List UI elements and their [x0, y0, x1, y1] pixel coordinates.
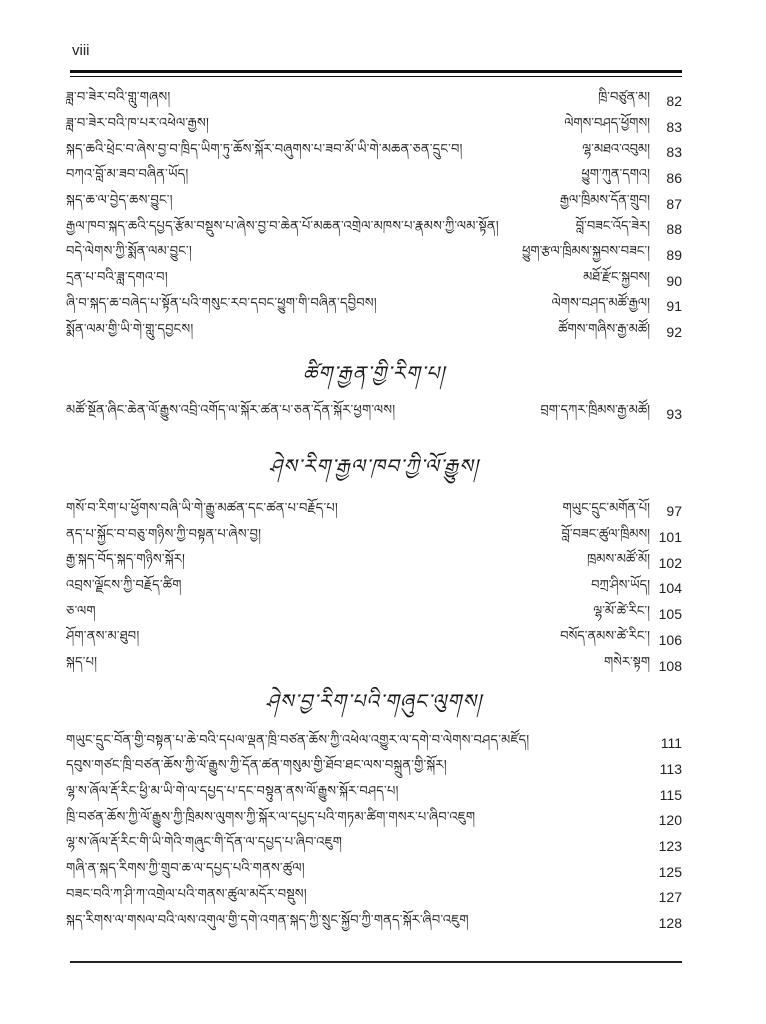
toc-entry[interactable] [66, 319, 682, 345]
entry-page: 105 [658, 606, 682, 623]
entry-page: 120 [658, 812, 682, 829]
entry-author: ལྷ་མཐའ་འབུམ། [582, 141, 650, 157]
entry-title: སྐད་རིགས་ལ་གསལ་བའི་ལས་འགུལ་གྱི་དགེ་འགན་སྐད་ཀྱི་སྲུང་སྐྱོབ་ཀྱི་གནད་སྐོར་ཞིབ་འཇུག [66, 912, 469, 928]
entry-author: བློ་བཟང་འོད་ཟེར། [575, 218, 650, 234]
entry-page: 127 [658, 889, 682, 906]
header-rule [70, 70, 682, 73]
entry-title: སྐད་ཆ་ལ་བྱེད་ཆས་བྱུང་། [66, 193, 173, 209]
entry-title: ཅ་ལག [66, 603, 96, 619]
entry-author: བཀྲ་ཤིས་ཡོད། [591, 577, 650, 593]
entry-title: ཤོག་ནས་མ་ཐུབ། [66, 629, 140, 645]
entry-title: རྒྱལ་ཁབ་སྐད་ཆའི་དཔྱད་རྩོམ་བསྡུས་པ་ཞེས་བྱ་བ་ཆེན་པོ་མཆན་འགྲེལ་མཁས་པ་རྣམས་ཀྱི་ལམ་སྟོན། [66, 218, 499, 234]
entry-title: ལྷ་ས་ཞོལ་རྡོ་རིང་ཕྱི་མ་ཡི་གེ་ལ་དཔྱད་པ་དང་བསྟུན་ནས་ལོ་རྒྱུས་སྐོར་བཤད་པ། [66, 784, 399, 800]
entry-author: ཚོགས་གཞིས་རྒྱ་མཚོ། [558, 321, 650, 337]
entry-title: བཟང་བའི་ཀ་ཤི་ཀ་འགྲེལ་པའི་གནས་ཚུལ་མདོར་བསྡུས། [66, 886, 307, 902]
entry-page: 87 [666, 195, 682, 212]
toc-entry[interactable] [66, 910, 682, 936]
entry-author: རྒྱལ་ཁྲིམས་དོན་གྲུབ། [559, 193, 650, 209]
toc-group-1 [66, 88, 682, 345]
entry-title: རྒྱ་སྐད་བོད་སྐད་གཉིས་སྐོར། [66, 552, 186, 568]
entry-author: ལེགས་བཤད་ཕྱོགས། [564, 116, 650, 132]
entry-page: 111 [660, 735, 682, 752]
entry-author: ཁྲི་བཙུན་མ། [598, 90, 650, 106]
entry-page: 106 [658, 631, 682, 648]
entry-title: དྲན་པ་བའི་ཟླ་དགའ་བ། [66, 270, 168, 286]
toc-group-4 [66, 730, 682, 936]
entry-page: 89 [666, 246, 682, 263]
footer-rule [70, 961, 682, 963]
entry-author: བསོད་ནམས་ཚེ་རིང་། [560, 629, 650, 645]
header-rule-thin [70, 76, 682, 77]
entry-author: ཕྱུག་རྩལ་ཁྲིམས་སྐྱབས་བཟང་། [522, 244, 650, 260]
entry-page: 123 [658, 837, 682, 854]
entry-page: 83 [666, 144, 682, 161]
entry-title: མཚོ་སྔོན་ཞིང་ཆེན་ལོ་རྒྱུས་འབྲི་འགོད་ལ་སྐོར་ཚན་པ་ཅན་དོན་སྐོར་ཕྱག་ལས། [66, 403, 396, 419]
entry-page: 108 [658, 657, 682, 674]
toc-entry[interactable] [66, 653, 682, 679]
entry-page: 115 [659, 786, 682, 803]
entry-page: 104 [658, 580, 682, 597]
entry-page: 113 [659, 760, 682, 777]
section-heading: ཤེས་བྱ་རིག་པའི་གཞུང་ལུགས། [265, 689, 483, 714]
entry-title: གཡུང་དྲུང་བོན་གྱི་བསྟན་པ་ཆེ་བའི་དཔལ་ལྡན་ཁྲི་བཙན་ཆོས་ཀྱི་འཕེལ་འགྱུར་ལ་དགེ་བ་ལེགས་བཤད་མཛོད། [66, 732, 530, 748]
section-heading: ཚིག་རྒྱན་གྱི་རིག་པ། [302, 360, 446, 385]
entry-page: 86 [666, 169, 682, 186]
entry-author: ལེགས་བཤད་མཚོ་རྒྱལ། [551, 295, 650, 311]
entry-title: ཞི་བ་སྐད་ཆ་བཞེད་པ་སྟོན་པའི་གསུང་རབ་དབང་ཕྱུག་གི་བཞིན་དབྱིབས། [66, 295, 377, 311]
entry-author: གཡུང་དྲུང་མགོན་པོ། [562, 500, 650, 516]
table-of-contents [66, 88, 682, 936]
toc-group-2 [66, 401, 682, 427]
entry-author: མཐོ་རྫོང་སྐྱབས། [583, 270, 650, 286]
entry-page: 102 [658, 554, 682, 571]
entry-page: 93 [666, 405, 682, 422]
entry-title: ཟླ་བ་ཟེར་བའི་གླུ་གཞས། [66, 90, 171, 106]
entry-page: 88 [666, 221, 682, 238]
entry-page: 101 [658, 529, 682, 546]
entry-author: ཕྱུག་ཀུན་དགའ། [581, 167, 650, 183]
toc-entry[interactable] [66, 401, 682, 427]
entry-title: དབུས་གཙང་ཁྲི་བཙན་ཆོས་ཀྱི་ལོ་རྒྱུས་ཀྱི་དོན་ཚན་གསུམ་གྱི་ཐོབ་ཐང་ལས་བསྐྲུན་གྱི་སྐོར། [66, 758, 447, 774]
entry-title: བཀའ་བློ་མ་ཟབ་བཞིན་ཡོད། [66, 167, 189, 183]
entry-author: བློ་བཟང་ཚུལ་ཁྲིམས། [561, 526, 650, 542]
entry-title: ཟླ་བ་ཟེར་བའི་ཁ་པར་འཕེལ་རྒྱས། [66, 116, 210, 132]
toc-group-3 [66, 499, 682, 679]
entry-page: 125 [658, 863, 682, 880]
entry-author: ལྷ་མོ་ཚེ་རིང་། [593, 603, 650, 619]
entry-author: ཁྲམས་མཚོ་མོ། [587, 552, 650, 568]
entry-title: འབྲས་ལྗོངས་ཀྱི་བརྗོད་ཚིག [66, 577, 182, 593]
entry-title: སྨོན་ལམ་གྱི་ཡི་གེ་གླུ་དབྱངས། [66, 321, 194, 337]
entry-page: 82 [666, 92, 682, 109]
entry-title: བདེ་ལེགས་ཀྱི་སྨོན་ལམ་བྱུང་། [66, 244, 192, 260]
entry-page: 97 [666, 503, 682, 520]
entry-title: ནད་པ་སྐྱོང་བ་བཅུ་གཉིས་ཀྱི་བསྟན་པ་ཞེས་བྱ། [66, 526, 262, 542]
entry-page: 91 [666, 298, 682, 315]
entry-page: 128 [658, 915, 682, 932]
section-heading: ཤེས་རིག་རྒྱལ་ཁབ་ཀྱི་ལོ་རྒྱུས། [269, 453, 479, 478]
entry-page: 83 [666, 118, 682, 135]
page-label: viii [72, 42, 90, 59]
entry-author: གསེར་སྟག [603, 655, 650, 671]
entry-author: བྲག་དཀར་ཁྲིམས་རྒྱ་མཚོ། [540, 403, 650, 419]
entry-title: ལྷ་ས་ཞོལ་རྡོ་རིང་གི་ཡི་གེའི་གཞུང་གི་དོན་ལ་དཔྱད་པ་ཞིབ་འཇུག [66, 835, 343, 851]
entry-page: 90 [666, 272, 682, 289]
entry-page: 92 [666, 324, 682, 341]
entry-title: སྐད་ཆའི་ཕྲེང་བ་ཞེས་བྱ་བ་ཁྲིད་ཡིག་ཏུ་ཆོས་སྐོར་བཞུགས་པ་ཟབ་མོ་ཡི་གེ་མཆན་ཅན་དྲུང་བ། [66, 141, 463, 157]
entry-title: སྐད་པ། [66, 655, 98, 671]
entry-title: གཞི་ན་སྐད་རིགས་ཀྱི་གྲུབ་ཆ་ལ་དཔྱད་པའི་གནས་ཚུལ། [66, 861, 305, 877]
entry-title: ཁྲི་བཙན་ཆོས་ཀྱི་ལོ་རྒྱུས་ཀྱི་ཁྲིམས་ལུགས་ཀྱི་སྐོར་ལ་དཔྱད་པའི་གཏམ་ཚིག་གསར་པ་ཞིབ་འཇུག [66, 809, 476, 825]
entry-title: གསོ་བ་རིག་པ་ཕྱོགས་བཞི་ཡི་གེ་རྒྱུ་མཚན་དང་ཚན་པ་བརྗོད་པ། [66, 500, 338, 516]
